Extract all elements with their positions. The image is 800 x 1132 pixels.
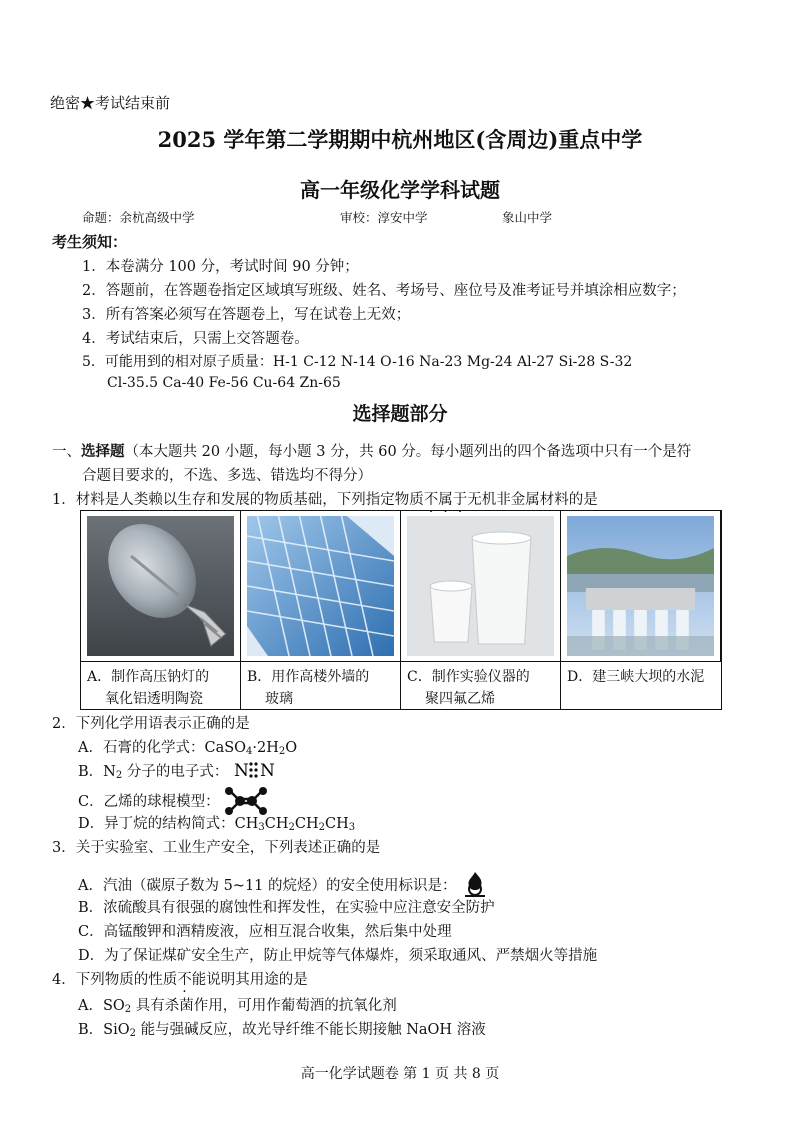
- q1-stem: [52, 488, 598, 509]
- q2-option-c-label: C．乙烯的球棍模型：: [78, 794, 220, 810]
- credit-review: 审校：淳安中学: [340, 210, 428, 225]
- q1-option-d: [561, 661, 721, 709]
- q1-stem-a: 1．材料是人类赖以生存和发展的物质基础，下列指定物质: [52, 492, 424, 508]
- notice-item: 1．本卷满分 100 分，考试时间 90 分钟；: [82, 259, 359, 275]
- three-gorges-dam-image: [567, 516, 714, 656]
- q4-option-b: B．SiO$_2$ 能与强碱反应，故光导纤维不能长期接触 NaOH 溶液: [78, 1022, 486, 1039]
- notice-title: 考生须知：: [52, 233, 128, 251]
- q2-option-b-label: B．$N_2$ 分子的电子式：: [78, 764, 229, 781]
- part1-desc: （本大题共 20 小题，每小题 3 分，共 60 分。每小题列出的四个备选项中只有一个是符: [124, 444, 692, 460]
- credit-author: 命题：余杭高级中学: [82, 210, 195, 225]
- secret-mark: 绝密★考试结束前: [50, 94, 171, 112]
- q1-image-cell-c: [401, 511, 561, 661]
- section-title: 选择题部分: [352, 403, 448, 425]
- q3-option-d: D．为了保证煤矿安全生产，防止甲烷等气体爆炸，须采取通风、严禁烟火等措施: [78, 948, 598, 964]
- q1-option-a-line2: 氧化铝透明陶瓷: [105, 691, 203, 707]
- q2-option-a: [78, 736, 297, 757]
- q4-stem-a: 4．下列物质的性质: [52, 972, 178, 988]
- notice-item: 4．考试结束后，只需上交答题卷。: [82, 331, 309, 347]
- q2-option-d-label: D．异丁烷的结构简式：: [78, 816, 235, 832]
- q1-option-b-line1: B．用作高楼外墙的: [247, 669, 370, 685]
- notice-item: 3．所有答案必须写在答题卷上，写在试卷上无效；: [82, 307, 411, 323]
- isobutane-formula: $CH_3CH_2CH_2CH_3$: [234, 816, 356, 833]
- notice-item: Cl-35.5 Ca-40 Fe-56 Cu-64 Zn-65: [107, 375, 341, 391]
- q4-stem-c: 说明其用途的是: [206, 972, 308, 988]
- q4-emphasis: 不能: [177, 972, 207, 988]
- q1-emphasis: 不属于: [423, 492, 468, 508]
- q1-image-cell-b: [241, 511, 401, 661]
- exam-title: 2025 学年第二学期期中杭州地区(含周边)重点中学: [157, 127, 643, 152]
- ptfe-beaker-image: [407, 516, 554, 656]
- part1-num: 一、: [52, 444, 81, 460]
- oxidizer-hazard-flame-icon: [461, 870, 489, 898]
- q3-option-a-text: A．汽油（碳原子数为 5~11 的烷烃）的安全使用标识是：: [78, 878, 457, 894]
- gypsum-formula: $CaSO_4\cdot 2H_2O$: [204, 740, 298, 757]
- glass-building-image: [247, 516, 394, 656]
- q2-option-b: [78, 760, 277, 781]
- q1-option-d-line1: D．建三峡大坝的水泥: [567, 669, 705, 685]
- q1-stem-c: 无机非金属材料的是: [467, 492, 598, 508]
- part1-heading: [52, 440, 691, 461]
- q4-stem: [52, 968, 308, 989]
- q1-option-c: [401, 661, 561, 709]
- q1-option-a-line1: A．制作高压钠灯的: [87, 669, 210, 685]
- q3-option-c: C．高锰酸钾和酒精废液，应相互混合收集，然后集中处理: [78, 924, 452, 940]
- q1-option-a: [81, 661, 241, 709]
- part1-label: 选择题: [81, 443, 125, 460]
- q4-option-a: A．$SO_2$ 具有杀菌作用，可用作葡萄酒的抗氧化剂: [78, 998, 397, 1015]
- q1-option-table: [80, 510, 722, 710]
- q1-image-cell-a: [81, 511, 241, 661]
- q1-option-c-line2: 聚四氟乙烯: [425, 691, 495, 707]
- page-footer: 高一化学试题卷 第 1 页 共 8 页: [300, 1066, 500, 1082]
- q2-stem: 2．下列化学用语表示正确的是: [52, 716, 250, 732]
- svg-text:N: N: [259, 761, 275, 780]
- q2-option-d: [78, 812, 355, 833]
- q1-option-b: [241, 661, 401, 709]
- n2-electron-formula-icon: [233, 760, 277, 780]
- q3-stem: 3．关于实验室、工业生产安全，下列表述正确的是: [52, 840, 381, 856]
- notice-item: 5．可能用到的相对原子质量：H-1 C-12 N-14 O-16 Na-23 Mg-24 Al-27 Si-28 S-32: [82, 354, 633, 370]
- q3-option-b: B．浓硫酸具有很强的腐蚀性和挥发性，在实验中应注意安全防护: [78, 900, 495, 916]
- q1-image-cell-d: [561, 511, 721, 661]
- part1-desc-2: 合题目要求的，不选、多选、错选均不得分）: [82, 468, 372, 484]
- q1-option-b-line2: 玻璃: [265, 691, 293, 707]
- exam-subtitle: 高一年级化学学科试题: [300, 178, 500, 202]
- notice-item: 2．答题前，在答题卷指定区域填写班级、姓名、考场号、座位号及准考证号并填涂相应数字；: [82, 283, 686, 299]
- q3-option-a: [78, 870, 489, 898]
- q2-option-a-label: A．石膏的化学式：: [78, 740, 205, 756]
- sodium-lamp-image: [87, 516, 234, 656]
- credit-review-2: 象山中学: [502, 210, 553, 225]
- q1-option-c-line1: C．制作实验仪器的: [407, 669, 530, 685]
- svg-text:N: N: [233, 761, 249, 780]
